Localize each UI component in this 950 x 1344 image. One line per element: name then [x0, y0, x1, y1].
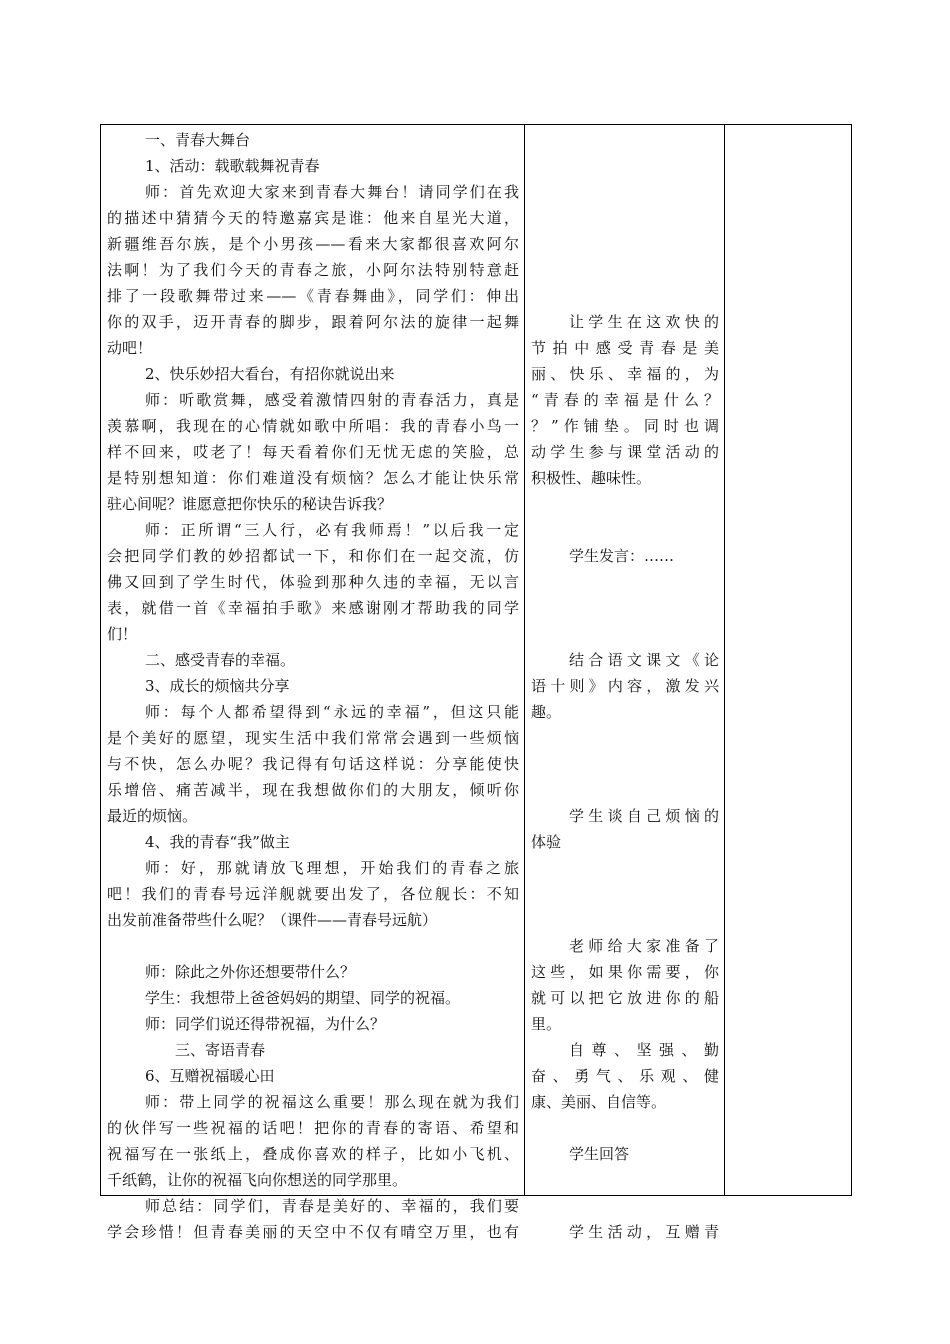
note-line: 结合语文课文《论	[569, 651, 719, 669]
text-line: 动吧！	[107, 339, 153, 357]
note-line: 趣。	[531, 703, 562, 721]
text-line: 1、活动：载歌载舞祝青春	[145, 157, 320, 175]
text-line: 师：听歌赏舞，感受着激情四射的青春活力，真是	[145, 391, 519, 409]
text-line: 2、快乐妙招大看台，有招你就说出来	[145, 365, 395, 383]
design-intent-column	[525, 125, 725, 1241]
teaching-process-column	[101, 125, 525, 1241]
text-line: 祝福写在一张纸上，叠成你喜欢的样子，比如小飞机、	[107, 1145, 519, 1163]
text-line: 师：同学们说还得带祝福，为什么？	[145, 1015, 386, 1033]
note-line: 里。	[531, 1015, 562, 1033]
text-line: 师：每个人都希望得到“永远的幸福”，但这只能	[145, 703, 519, 721]
note-line: ？”作铺垫。同时也调	[531, 417, 719, 435]
text-line: 们！	[107, 625, 138, 643]
note-line: 让学生在这欢快的	[569, 313, 719, 331]
text-line: 千纸鹤，让你的祝福飞向你想送的同学那里。	[107, 1171, 408, 1189]
text-line: 佛又回到了学生时代，体验到那种久违的幸福，无以言	[107, 573, 519, 591]
text-line: 师：正所谓“三人行，必有我师焉！”以后我一定	[145, 521, 519, 539]
note-line: 这些，如果你需要，你	[531, 963, 719, 981]
note-line: 节拍中感受青春是美	[531, 339, 719, 357]
text-line: 的伙伴写一些祝福的话吧！把你的青春的寄语、希望和	[107, 1119, 519, 1137]
text-line: 乐增倍、痛苦减半，现在我想做你们的大朋友，倾听你	[107, 781, 519, 799]
text-line: 学会珍惜！但青春美丽的天空中不仅有晴空万里，也有	[107, 1223, 519, 1241]
text-line: 6、互赠祝福暖心田	[145, 1067, 275, 1085]
note-line: 奋、勇气、乐观、健	[531, 1067, 719, 1085]
text-line: 新疆维吾尔族，是个小男孩——看来大家都很喜欢阿尔	[107, 235, 519, 253]
text-line: 4、我的青春“我”做主	[145, 833, 290, 851]
text-line: 表，就借一首《幸福拍手歌》来感谢刚才帮助我的同学	[107, 599, 519, 617]
text-line: 是特别想知道：你们难道没有烦恼？怎么才能让快乐常	[107, 469, 519, 487]
text-line: 最近的烦恼。	[107, 807, 198, 825]
note-line: 语十则》内容，激发兴	[531, 677, 719, 695]
text-line: 出发前准备带些什么呢？（课件——青春号远航）	[107, 911, 438, 929]
note-line: 学生谈自己烦恼的	[569, 807, 719, 825]
text-line: 师总结：同学们，青春是美好的、幸福的，我们要	[145, 1197, 519, 1215]
text-line: 3、成长的烦恼共分享	[145, 677, 290, 695]
text-line: 二、感受青春的幸福。	[145, 651, 296, 669]
note-line: 老师给大家准备了	[569, 937, 719, 955]
text-line: 一、青春大舞台	[145, 131, 251, 149]
note-line: 学生活动，互赠青	[569, 1223, 719, 1241]
note-line: 体验	[531, 833, 562, 851]
note-line: 积极性、趣味性。	[531, 469, 652, 487]
note-line: 动学生参与课堂活动的	[531, 443, 719, 461]
text-line: 你的双手，迈开青春的脚步，跟着阿尔法的旋律一起舞	[107, 313, 519, 331]
text-line: 吧！我们的青春号远洋舰就要出发了，各位舰长：不知	[107, 885, 519, 903]
text-line: 样不回来，哎老了！每天看着你们无忧无虑的笑脸，总	[107, 443, 519, 461]
text-line: 与不快，怎么办呢？我记得有句话这样说：分享能使快	[107, 755, 519, 773]
text-line: 法啊！为了我们今天的青春之旅，小阿尔法特别特意赶	[107, 261, 519, 279]
text-line: 三、寄语青春	[175, 1041, 266, 1059]
note-line: 自尊、坚强、勤	[569, 1041, 719, 1059]
text-line: 师：好，那就请放飞理想，开始我们的青春之旅	[145, 859, 519, 877]
text-line: 羡慕啊，我现在的心情就如歌中所唱：我的青春小鸟一	[107, 417, 519, 435]
note-line: 就可以把它放进你的船	[531, 989, 719, 1007]
text-line: 师：除此之外你还想要带什么？	[145, 963, 356, 981]
text-line: 的描述中猜猜今天的特邀嘉宾是谁：他来自星光大道，	[107, 209, 519, 227]
note-line: 丽、快乐、幸福的，为	[531, 365, 719, 383]
remarks-column	[725, 125, 852, 1195]
text-line: 排了一段歌舞带过来——《青春舞曲》，同学们：伸出	[107, 287, 519, 305]
note-line: “青春的幸福是什么？	[531, 391, 719, 409]
text-line: 学生：我想带上爸爸妈妈的期望、同学的祝福。	[145, 989, 461, 1007]
text-line: 会把同学们教的妙招都试一下，和你们在一起交流，仿	[107, 547, 519, 565]
text-line: 师：带上同学的祝福这么重要！那么现在就为我们	[145, 1093, 519, 1111]
text-line: 是个美好的愿望，现实生活中我们常常会遇到一些烦恼	[107, 729, 519, 747]
note-line: 学生发言：……	[569, 547, 675, 565]
note-line: 学生回答	[569, 1145, 630, 1163]
text-line: 驻心间呢？谁愿意把你快乐的秘诀告诉我？	[107, 495, 393, 513]
note-line: 康、美丽、自信等。	[531, 1093, 667, 1111]
lesson-plan-table	[100, 124, 852, 1241]
text-line: 师：首先欢迎大家来到青春大舞台！请同学们在我	[145, 183, 519, 201]
